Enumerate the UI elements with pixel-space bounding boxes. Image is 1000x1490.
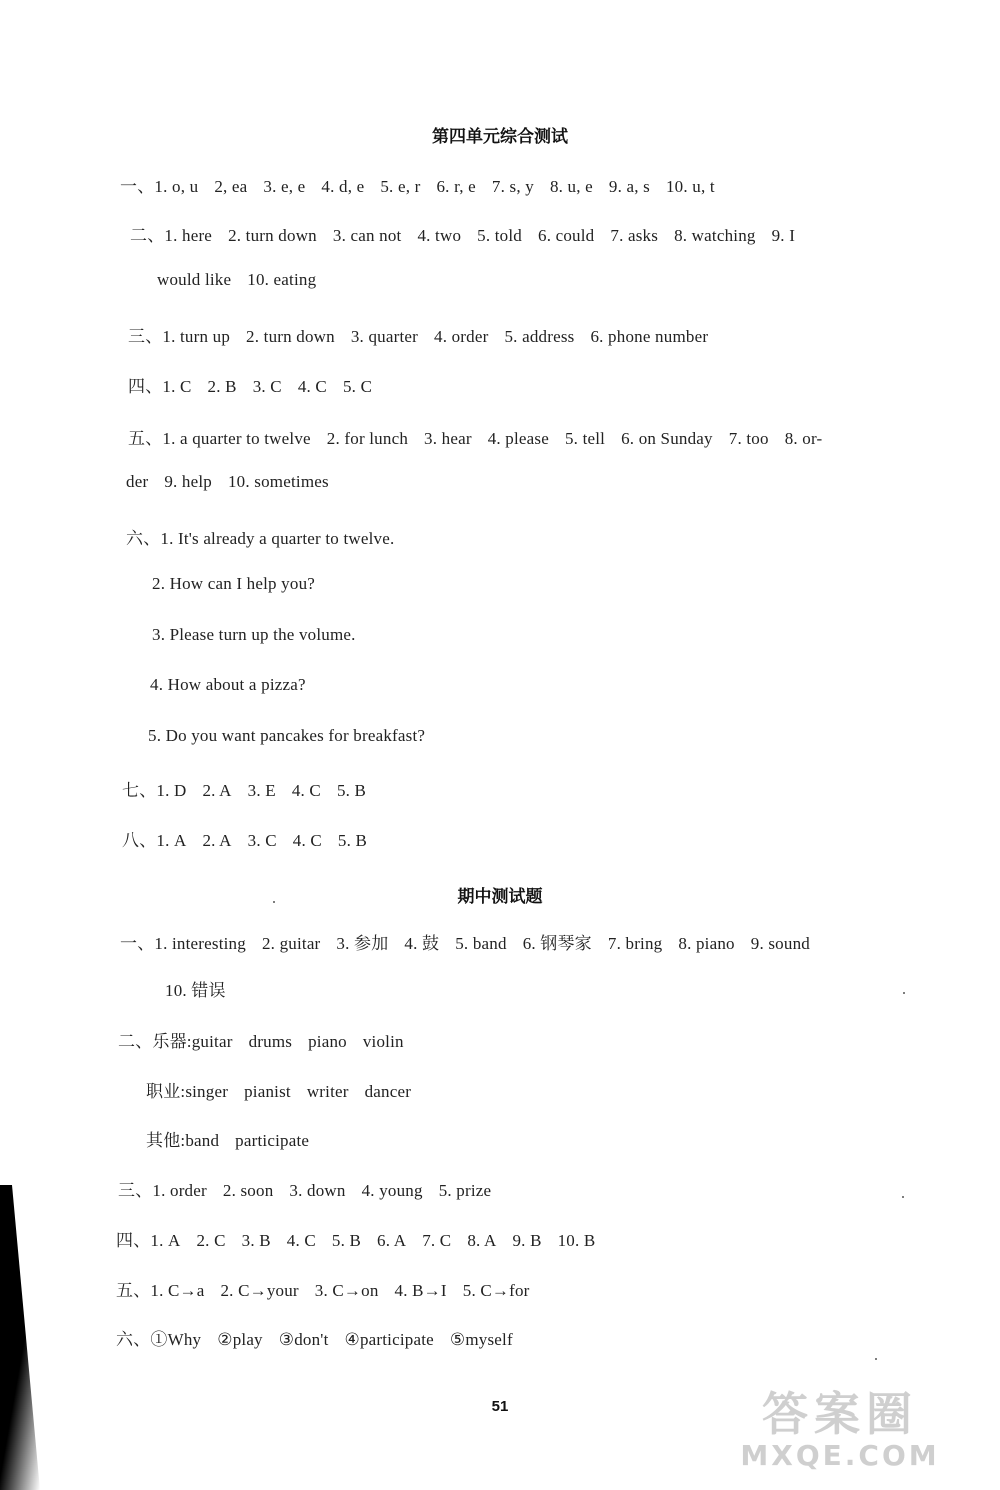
answer-item: 5. tell xyxy=(564,429,606,448)
answer-item: 3. hear xyxy=(424,429,472,448)
answer-item: 七、1. D xyxy=(122,781,187,800)
answer-item: 3. e, e xyxy=(263,177,306,196)
answer-item: 4. C xyxy=(292,831,322,850)
answer-item: 6. on Sunday xyxy=(621,429,713,448)
answer-item: 5. band xyxy=(455,934,507,953)
answer-item: 三、1. order xyxy=(118,1181,207,1200)
midterm-q2-occupations xyxy=(146,1077,411,1102)
midterm-q1-answers-continued xyxy=(165,976,226,1001)
answer-item: 7. s, y xyxy=(491,177,534,196)
unit4-q6-answer-1 xyxy=(126,524,394,549)
answer-item: would like xyxy=(157,270,232,289)
answer-item: 8. u, e xyxy=(549,177,593,196)
answer-item: 8. piano xyxy=(678,934,735,953)
answer-item: 7. asks xyxy=(610,226,659,245)
answer-item: 2. B xyxy=(207,377,237,396)
answer-item: 3. C→on xyxy=(314,1281,379,1300)
answer-item: 六、①Why xyxy=(116,1330,202,1349)
answer-item: violin xyxy=(362,1032,404,1051)
answer-item: 2. A xyxy=(202,781,232,800)
answer-item: 三、1. turn up xyxy=(128,327,231,346)
answer-item: 3. 参加 xyxy=(336,934,389,953)
answer-item: 一、1. o, u xyxy=(120,177,199,196)
answer-item: 2. guitar xyxy=(261,934,321,953)
answer-item: 5. B xyxy=(337,831,368,850)
answer-item: 五、1. C→a xyxy=(116,1281,205,1300)
speck xyxy=(903,992,905,994)
unit4-q6-answer-5 xyxy=(148,726,425,746)
answer-item: 八、1. A xyxy=(122,831,187,850)
answer-item: 4. two xyxy=(417,226,462,245)
answer-item: 2. How can I help you? xyxy=(152,574,316,593)
answer-item: 6. could xyxy=(538,226,595,245)
midterm-q1-answers xyxy=(120,929,810,954)
answer-item: 2. for lunch xyxy=(326,429,409,448)
unit4-q5-answers-continued xyxy=(126,472,329,492)
unit4-q2-answers-continued xyxy=(157,270,316,290)
answer-item: ③don't xyxy=(278,1330,329,1349)
watermark-logo: 答案圈 MXQE.COM xyxy=(740,1387,940,1472)
unit4-q3-answers xyxy=(128,322,708,347)
answer-item: 四、1. A xyxy=(116,1231,181,1250)
answer-item: 4. young xyxy=(361,1181,423,1200)
answer-item: 4. order xyxy=(434,327,489,346)
answer-item: 6. A xyxy=(377,1231,407,1250)
answer-item: ②play xyxy=(217,1330,263,1349)
scan-edge-shadow xyxy=(0,1185,40,1490)
answer-item: 4. How about a pizza? xyxy=(150,675,306,694)
answer-item: 5. prize xyxy=(438,1181,492,1200)
answer-item: 5. address xyxy=(504,327,575,346)
answer-item: drums xyxy=(248,1032,293,1051)
answer-item: 8. or- xyxy=(784,429,823,448)
unit4-q1-answers xyxy=(120,172,715,197)
answer-item: 职业:singer xyxy=(146,1082,229,1101)
unit4-q6-answer-3 xyxy=(152,625,356,645)
unit4-q6-answer-2 xyxy=(152,574,315,594)
answer-item: 二、乐器:guitar xyxy=(118,1032,233,1051)
speck xyxy=(875,1358,877,1360)
speck xyxy=(902,1196,904,1198)
answer-item: 其他:band xyxy=(146,1131,220,1150)
answer-item: 5. C xyxy=(342,377,373,396)
answer-item: 四、1. C xyxy=(128,377,192,396)
answer-item: 3. E xyxy=(247,781,276,800)
answer-item: 8. watching xyxy=(674,226,756,245)
midterm-q6-answers xyxy=(116,1325,513,1350)
unit4-q7-answers xyxy=(122,776,366,801)
answer-item: 3. C xyxy=(247,831,277,850)
answer-item: 2, ea xyxy=(214,177,248,196)
answer-item: 10. eating xyxy=(247,270,317,289)
answer-item: piano xyxy=(308,1032,347,1051)
unit4-q6-answer-4 xyxy=(150,675,306,695)
unit4-q4-answers xyxy=(128,372,372,397)
answer-item: 7. C xyxy=(422,1231,452,1250)
answer-item: 6. phone number xyxy=(590,327,709,346)
answer-item: 3. quarter xyxy=(350,327,418,346)
midterm-q5-answers xyxy=(116,1276,530,1301)
answer-item: 10. sometimes xyxy=(227,472,329,491)
midterm-q3-answers xyxy=(118,1176,491,1201)
answer-item: dancer xyxy=(364,1082,412,1101)
answer-item: 10. u, t xyxy=(665,177,715,196)
answer-item: 10. 错误 xyxy=(165,981,226,1000)
unit4-q5-answers xyxy=(128,424,822,449)
answer-item: 4. C xyxy=(297,377,327,396)
answer-item: 二、1. here xyxy=(130,226,213,245)
unit4-q2-answers xyxy=(130,221,795,246)
answer-item: 2. C→your xyxy=(220,1281,299,1300)
answer-item: ④participate xyxy=(344,1330,434,1349)
answer-item: 2. turn down xyxy=(246,327,335,346)
answer-item: 9. help xyxy=(164,472,212,491)
answer-item: 2. C xyxy=(196,1231,226,1250)
answer-item: participate xyxy=(235,1131,310,1150)
answer-item: 9. a, s xyxy=(608,177,650,196)
answer-item: 5. e, r xyxy=(380,177,421,196)
answer-item: 6. r, e xyxy=(436,177,476,196)
answer-item: pianist xyxy=(244,1082,291,1101)
answer-item: 3. C xyxy=(252,377,282,396)
answer-item: 5. Do you want pancakes for breakfast? xyxy=(148,726,426,745)
answer-item: writer xyxy=(306,1082,349,1101)
answer-item: 5. B xyxy=(331,1231,362,1250)
answer-item: 4. please xyxy=(487,429,549,448)
answer-item: der xyxy=(126,472,149,491)
answer-item: 7. bring xyxy=(607,934,663,953)
section-title-midterm-test: 期中测试题 xyxy=(457,887,543,907)
answer-item: 5. C→for xyxy=(462,1281,530,1300)
answer-item: 一、1. interesting xyxy=(120,934,246,953)
answer-item: ⑤myself xyxy=(449,1330,513,1349)
answer-item: 2. A xyxy=(202,831,232,850)
midterm-q2-others xyxy=(146,1126,309,1151)
answer-item: 3. B xyxy=(241,1231,271,1250)
speck xyxy=(273,901,275,903)
answer-item: 4. C xyxy=(291,781,321,800)
answer-item: 4. B→I xyxy=(394,1281,447,1300)
answer-item: 6. 钢琴家 xyxy=(522,934,592,953)
answer-item: 10. B xyxy=(557,1231,596,1250)
page-number: 51 xyxy=(491,1398,509,1415)
answer-item: 9. sound xyxy=(750,934,810,953)
midterm-q2-instruments xyxy=(118,1027,404,1052)
answer-item: 3. down xyxy=(289,1181,346,1200)
answer-item: 五、1. a quarter to twelve xyxy=(128,429,311,448)
midterm-q4-answers xyxy=(116,1226,595,1251)
answer-item: 9. B xyxy=(512,1231,542,1250)
answer-item: 4. 鼓 xyxy=(404,934,440,953)
answer-item: 六、1. It's already a quarter to twelve. xyxy=(126,529,395,548)
answer-item: 4. C xyxy=(286,1231,316,1250)
answer-item: 2. soon xyxy=(222,1181,274,1200)
answer-item: 3. can not xyxy=(332,226,402,245)
answer-item: 7. too xyxy=(728,429,769,448)
unit4-q8-answers xyxy=(122,826,367,851)
section-title-unit4-test: 第四单元综合测试 xyxy=(432,127,568,147)
answer-item: 5. told xyxy=(477,226,523,245)
answer-item: 9. I xyxy=(771,226,796,245)
answer-item: 2. turn down xyxy=(228,226,317,245)
answer-item: 3. Please turn up the volume. xyxy=(152,625,356,644)
answer-item: 5. B xyxy=(336,781,367,800)
answer-item: 4. d, e xyxy=(321,177,365,196)
answer-item: 8. A xyxy=(467,1231,497,1250)
